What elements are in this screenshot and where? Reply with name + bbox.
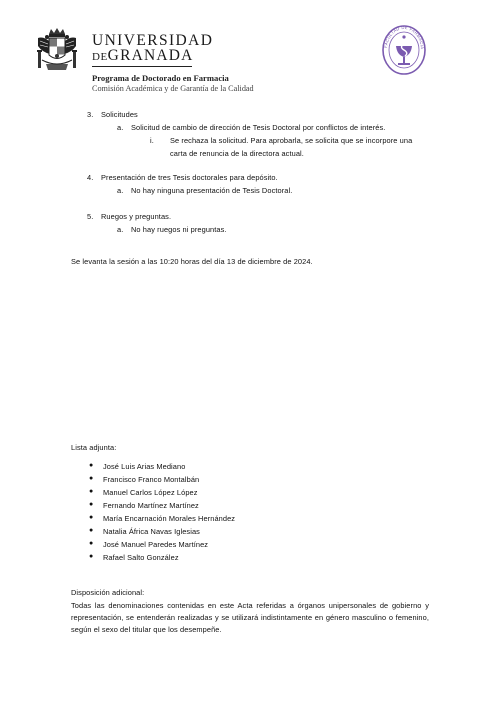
item-4-title: Presentación de tres Tesis doctorales para depósito. bbox=[101, 173, 278, 182]
attendee-name: José Manuel Paredes Martínez bbox=[103, 540, 209, 549]
university-name-line1: UNIVERSIDAD bbox=[92, 32, 214, 49]
bullet-icon: ● bbox=[89, 462, 94, 469]
item-3a-i-line2: carta de renuncia de la directora actual. bbox=[170, 149, 304, 158]
item-3-number: 3. bbox=[87, 110, 94, 119]
bullet-icon: ● bbox=[89, 540, 94, 547]
bullet-icon: ● bbox=[89, 514, 94, 521]
university-name-de: DE bbox=[92, 51, 108, 63]
item-3a-i-line1: Se rechaza la solicitud. Para aprobarla, se solicita que se incorpore una bbox=[170, 136, 413, 145]
attendee-name: Fernando Martínez Martínez bbox=[103, 501, 199, 510]
university-name-line2 bbox=[92, 47, 194, 65]
item-5-title: Ruegos y preguntas. bbox=[101, 212, 172, 221]
item-4-number: 4. bbox=[87, 173, 94, 182]
faculty-seal-logo bbox=[381, 24, 427, 76]
bullet-icon: ● bbox=[89, 488, 94, 495]
header-rule bbox=[92, 66, 192, 67]
attendee-name: Rafael Salto González bbox=[103, 553, 179, 562]
bullet-icon: ● bbox=[89, 553, 94, 560]
attendees-label: Lista adjunta: bbox=[71, 443, 117, 452]
university-name-granada: GRANADA bbox=[107, 47, 194, 64]
program-title: Programa de Doctorado en Farmacia bbox=[92, 73, 229, 83]
attendee-name: Natalia África Navas Iglesias bbox=[103, 527, 200, 536]
bullet-icon: ● bbox=[89, 527, 94, 534]
additional-provision-label: Disposición adicional: bbox=[71, 588, 145, 597]
university-coat-of-arms-logo bbox=[36, 28, 78, 72]
item-5a-letter: a. bbox=[117, 225, 124, 234]
attendee-name: José Luis Arias Mediano bbox=[103, 462, 186, 471]
commission-subtitle: Comisión Académica y de Garantía de la Calidad bbox=[92, 84, 254, 93]
item-5-number: 5. bbox=[87, 212, 94, 221]
bullet-icon: ● bbox=[89, 475, 94, 482]
seal-text: FACULTAD DE FARMACIA bbox=[383, 24, 426, 50]
item-4a-text: No hay ninguna presentación de Tesis Doctoral. bbox=[131, 186, 293, 195]
item-3a-i-roman: i. bbox=[150, 136, 154, 145]
item-3a-text: Solicitud de cambio de dirección de Tesis Doctoral por conflictos de interés. bbox=[131, 123, 386, 132]
additional-provision-text: Todas las denominaciones contenidas en este Acta referidas a órganos unipersonales de gobierno y representación, se entenderán realizadas y se utilizará indistintamente en género masculino o femenino, según el sexo del titular que los desempeñe. bbox=[71, 601, 429, 635]
attendee-name: Manuel Carlos López López bbox=[103, 488, 198, 497]
attendee-name: Francisco Franco Montalbán bbox=[103, 475, 200, 484]
closing-statement: Se levanta la sesión a las 10:20 horas del día 13 de diciembre de 2024. bbox=[71, 257, 313, 266]
item-4a-letter: a. bbox=[117, 186, 124, 195]
item-3-title: Solicitudes bbox=[101, 110, 138, 119]
item-5a-text: No hay ruegos ni preguntas. bbox=[131, 225, 227, 234]
attendee-name: María Encarnación Morales Hernández bbox=[103, 514, 236, 523]
bullet-icon: ● bbox=[89, 501, 94, 508]
item-3a-letter: a. bbox=[117, 123, 124, 132]
